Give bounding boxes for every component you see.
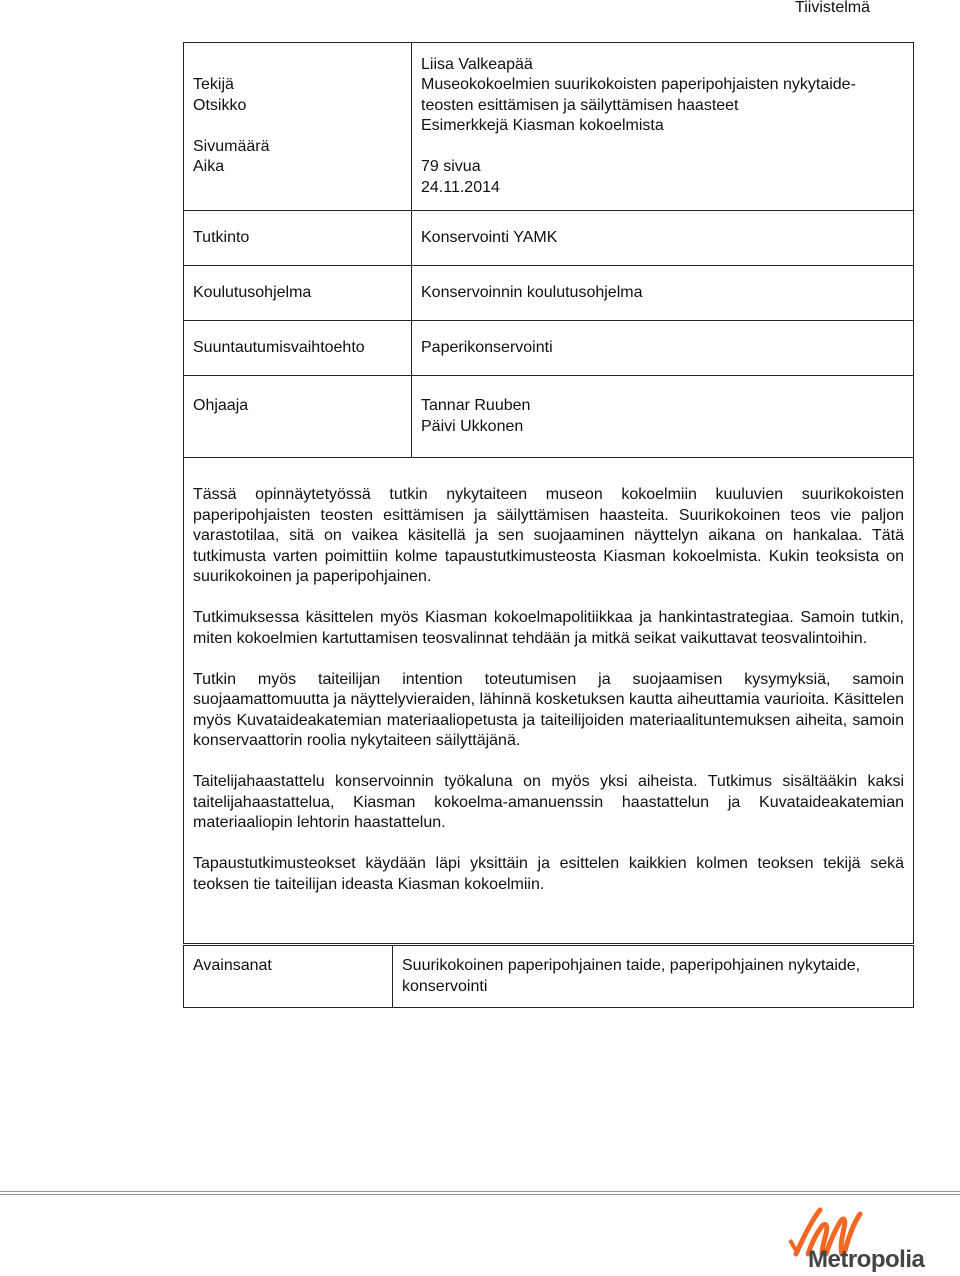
programme-value: Konservoinnin koulutusohjelma [412, 266, 914, 321]
info-values-cell [412, 43, 914, 211]
abstract-paragraph-4: Taitelijahaastattelu konservoinnin työkaluna on myös yksi aiheista. Tutkimus sisältääkin kaksi taitelijahaastattelua, Kiasman kokoelma-amanuenssin haastattelun ja Kuvataideakatemian materiaaliopin lehtorin haastattelun. [193, 773, 904, 831]
abstract-paragraph-5: Tapaustutkimusteokset käydään läpi yksittäin ja esittelen kaikkien kolmen teoksen tekijä sekä teoksen tie taiteilijan ideasta Kiasman kokoelmiin. [193, 855, 904, 893]
supervisor-label: Ohjaaja [184, 376, 412, 458]
supervisor-2: Päivi Ukkonen [421, 417, 524, 435]
thesis-date: 24.11.2014 [421, 178, 500, 196]
programme-label: Koulutusohjelma [184, 266, 412, 321]
pages-label: Sivumäärä [193, 137, 270, 155]
abstract-paragraph-2: Tutkimuksessa käsittelen myös Kiasman kokoelmapolitiikkaa ja hankintastrategiaa. Samoin tutkin, miten kokoelmien kartuttamisen teosvalinnat tehdään ja mitkä seikat vaikuttavat teosvalintoihin. [193, 609, 904, 647]
specialisation-value: Paperikonservointi [412, 321, 914, 376]
thesis-title-line2: teosten esittämisen ja säilyttämisen haasteet [421, 96, 739, 114]
specialisation-label: Suuntautumisvaihtoehto [184, 321, 412, 376]
info-labels-cell [184, 43, 412, 211]
abstract-paragraph-1: Tässä opinnäytetyössä tutkin nykytaiteen museon kokoelmiin kuuluvien suurikokoisten paperipohjaisten teosten esittämisen ja säilyttämisen haasteita. Suurikokoinen teos vie paljon varastotilaa, sitä on vaikea käsitellä ja sen suojaaminen näyttelyn aikana on hankalaa. Tätä tutkimusta varten poimittiin kolme tapaustutkimusteosta Kiasman kokoelmista. Kukin teoksista on suurikokoinen ja paperipohjainen. [193, 486, 904, 585]
thesis-title-line1: Museokokoelmien suurikokoisten paperipohjaisten nykytaide- [421, 76, 856, 94]
footer-divider-2 [0, 1194, 960, 1195]
thesis-info-table [183, 42, 914, 944]
title-label: Otsikko [193, 96, 247, 114]
info-row-degree [184, 211, 914, 266]
thesis-subtitle: Esimerkkejä Kiasman kokoelmista [421, 117, 664, 135]
info-row-supervisor [184, 376, 914, 458]
page-heading: Tiivistelmä [795, 0, 870, 16]
metropolia-logo-text: Metropolia [808, 1246, 925, 1273]
keywords-table [183, 945, 914, 1008]
date-label: Aika [193, 158, 225, 176]
abstract-paragraph-3: Tutkin myös taiteilijan intention toteutumisen ja suojaamisen kysymyksiä, samoin suojaamattomuutta ja näyttelyvieraiden, lähinnä kosketuksen kautta aiheuttamia vaurioita. Käsittelen myös Kuvataideakatemian materiaaliopetusta ja taiteilijoiden materiaalituntemuksen aiheita, samoin konservaattorin roolia nykytaiteen säilyttäjänä. [193, 670, 904, 749]
footer-divider [0, 1191, 960, 1192]
info-row-programme [184, 266, 914, 321]
info-row-abstract [184, 458, 914, 944]
degree-label: Tutkinto [184, 211, 412, 266]
supervisor-1: Tannar Ruuben [421, 397, 531, 414]
supervisor-values [412, 376, 914, 458]
info-row-specialisation [184, 321, 914, 376]
author-label: Tekijä [193, 76, 234, 94]
keywords-label: Avainsanat [184, 946, 393, 1008]
author-name: Liisa Valkeapää [421, 55, 533, 73]
keywords-value: Suurikokoinen paperipohjainen taide, paperipohjainen nykytaide, konservointi [393, 946, 914, 1008]
page-count: 79 sivua [421, 158, 481, 176]
info-row-author-block [184, 43, 914, 211]
degree-value: Konservointi YAMK [412, 211, 914, 266]
abstract-cell [184, 458, 914, 944]
